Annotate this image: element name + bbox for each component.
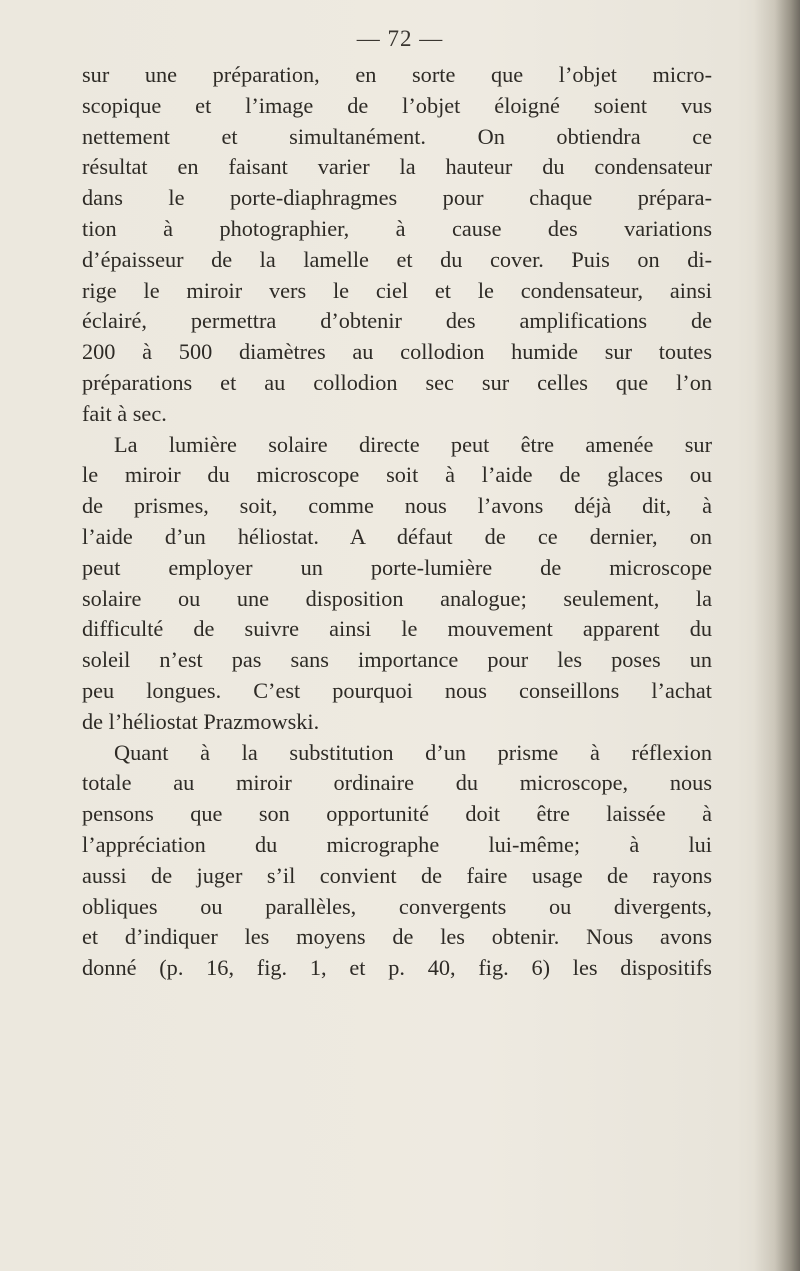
text-line: peut employer un porte-lumière de microscope [82,554,712,580]
text-line: de prismes, soit, comme nous l’avons déjà dit, à [82,493,712,519]
text-line: soleil n’est pas sans importance pour les poses un [82,647,712,673]
text-line: Quant à la substitution d’un prisme à réflexion [114,739,712,765]
page-number: — 72 — [356,26,444,51]
text-line: tion à photographier, à cause des variations [82,215,712,241]
text-line: résultat en faisant varier la hauteur du condensateur [82,154,712,180]
text-line: 200 à 500 diamètres au collodion humide sur toutes [82,339,712,365]
text-line: difficulté de suivre ainsi le mouvement apparent du [82,616,712,642]
text-line: dans le porte-diaphragmes pour chaque prépara- [82,185,712,211]
text-line: éclairé, permettra d’obtenir des amplifications de [82,308,712,334]
text-line: scopique et l’image de l’objet éloigné soient vus [82,92,712,118]
text-line: préparations et au collodion sec sur celles que l’on [82,369,712,395]
text-line: l’appréciation du micrographe lui-même; à lui [82,831,712,857]
text-line: le miroir du microscope soit à l’aide de glaces ou [82,462,712,488]
text-line: fait à sec. [82,400,167,426]
text-line: et d’indiquer les moyens de les obtenir. Nous avons [82,924,712,950]
text-line: donné (p. 16, fig. 1, et p. 40, fig. 6) les dispositifs [82,955,712,981]
text-line: nettement et simultanément. On obtiendra ce [82,123,712,149]
text-line: obliques ou parallèles, convergents ou divergents, [82,893,712,919]
page-edge-shadow [754,0,800,1271]
body-text [82,60,712,984]
text-line: peu longues. C’est pourquoi nous conseillons l’achat [82,677,712,703]
text-line: totale au miroir ordinaire du microscope, nous [82,770,712,796]
text-line: de l’héliostat Prazmowski. [82,708,320,734]
text-line: sur une préparation, en sorte que l’objet micro- [82,62,712,87]
text-line: l’aide d’un héliostat. A défaut de ce dernier, on [82,523,712,549]
text-line: La lumière solaire directe peut être amenée sur [114,431,712,457]
text-line: rige le miroir vers le ciel et le condensateur, ainsi [82,277,712,303]
text-line: d’épaisseur de la lamelle et du cover. Puis on di- [82,246,712,272]
text-line: aussi de juger s’il convient de faire usage de rayons [82,862,712,888]
text-line: pensons que son opportunité doit être laissée à [82,801,712,827]
text-line: solaire ou une disposition analogue; seulement, la [82,585,712,611]
